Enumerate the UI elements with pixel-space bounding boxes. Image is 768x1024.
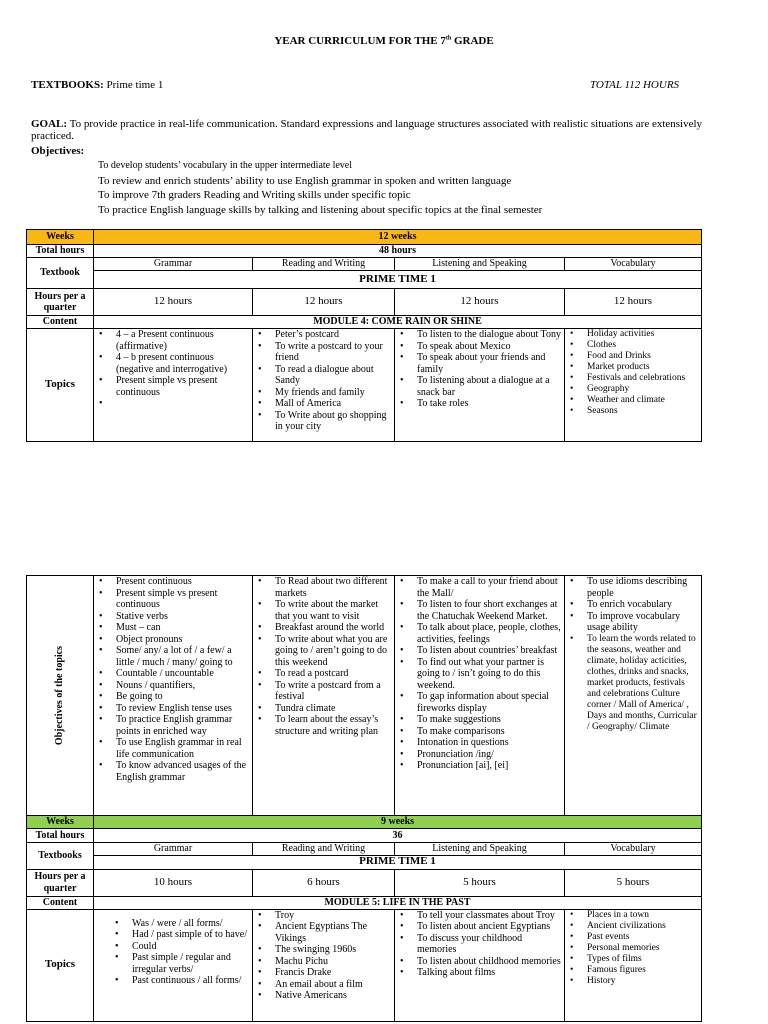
total-hours-value: 36 — [94, 829, 702, 843]
hours-reading: 6 hours — [253, 869, 395, 896]
list-item: • To make a call to your friend about the Mall/ — [417, 576, 562, 599]
curriculum-table-module5 — [26, 575, 702, 1022]
list-item: • To gap information about special fireworks display — [417, 691, 562, 714]
list-item: • To listen to four short exchanges at the Chatuchak Weekend Market. — [417, 599, 562, 622]
topics-label: Topics — [27, 329, 94, 442]
list-item: • Be going to — [116, 691, 250, 703]
list-item: • Past simple / regular and irregular verbs/ — [132, 952, 250, 975]
total-hours-label: Total hours — [27, 829, 94, 843]
objectives-label: Objectives: — [31, 145, 85, 157]
topics-label: Topics — [27, 909, 94, 1021]
list-item: • To speak about your friends and family — [417, 352, 562, 375]
weeks-value: 9 weeks — [94, 816, 702, 829]
weeks-label: Weeks — [27, 816, 94, 829]
list-item: • Countable / uncountable — [116, 668, 250, 680]
list-item: • Types of films — [587, 954, 699, 965]
weeks-value: 12 weeks — [94, 230, 702, 245]
total-hours: TOTAL 112 HOURS — [590, 79, 680, 91]
list-item: • Tundra climate — [275, 703, 392, 715]
column-vocabulary: Vocabulary — [565, 258, 702, 271]
column-reading: Reading and Writing — [253, 843, 395, 856]
list-item: • To Write about go shopping in your city — [275, 410, 392, 433]
list-item: • To improve vocabulary usage ability — [587, 611, 699, 634]
list-item: • To write about what you are going to / aren’t going to do this weekend — [275, 634, 392, 669]
column-vocabulary: Vocabulary — [565, 843, 702, 856]
vocabulary-objectives — [565, 576, 702, 816]
list-item: • Seasons — [587, 406, 699, 417]
list-item: • To find out what your partner is going to / isn’t going to do this weekend. — [417, 657, 562, 692]
list-item: • To listen about countries’ breakfast — [417, 645, 562, 657]
column-grammar: Grammar — [94, 843, 253, 856]
list-item: • Stative verbs — [116, 611, 250, 623]
list-item: • Was / were / all forms/ — [132, 918, 250, 930]
objectives-of-topics-label: Objectives of the topics — [27, 576, 94, 816]
list-item: • To listening about a dialogue at a snack bar — [417, 375, 562, 398]
list-item: • To write a postcard to your friend — [275, 341, 392, 364]
list-item: • To review English tense uses — [116, 703, 250, 715]
list-item: • To write about the market that you want to visit — [275, 599, 392, 622]
module-title: MODULE 4: COME RAIN OR SHINE — [94, 316, 702, 329]
reading-topics — [253, 329, 395, 442]
hours-grammar: 12 hours — [94, 289, 253, 316]
hours-listening: 5 hours — [395, 869, 565, 896]
listening-topics — [395, 909, 565, 1021]
list-item: • Present simple vs present continuous — [116, 375, 250, 398]
list-item: • To learn about the essay’s structure and writing plan — [275, 714, 392, 737]
list-item: • To know advanced usages of the English grammar — [116, 760, 250, 783]
list-item: • Some/ any/ a lot of / a few/ a little / much / many/ going to — [116, 645, 250, 668]
list-item: • Weather and climate — [587, 395, 699, 406]
content-label: Content — [27, 316, 94, 329]
list-item: • Francis Drake — [275, 967, 392, 979]
list-item: • To read a postcard — [275, 668, 392, 680]
list-item: • To talk about place, people, clothes, activities, feelings — [417, 622, 562, 645]
total-hours-value: 48 hours — [94, 245, 702, 258]
hours-label: Hours per a quarter — [27, 869, 94, 896]
list-item: • Market products — [587, 362, 699, 373]
list-item: • Native Americans — [275, 990, 392, 1002]
list-item: • Pronunciation /ing/ — [417, 749, 562, 761]
list-item: • Machu Pichu — [275, 956, 392, 968]
curriculum-table-module4 — [26, 229, 702, 442]
list-item: • Ancient Egyptians The Vikings — [275, 921, 392, 944]
hours-vocabulary: 12 hours — [565, 289, 702, 316]
module-title: MODULE 5: LIFE IN THE PAST — [94, 896, 702, 909]
hours-vocabulary: 5 hours — [565, 869, 702, 896]
list-item: • To tell your classmates about Troy — [417, 910, 562, 922]
list-item: • To practice English grammar points in enriched way — [116, 714, 250, 737]
goal-text: GOAL: To provide practice in real-life communication. Standard expressions and language structures associated with realistic situations are extensively practiced. — [31, 118, 703, 142]
list-item: • Famous figures — [587, 965, 699, 976]
list-item: • Intonation in questions — [417, 737, 562, 749]
list-item: • 4 – a Present continuous (affirmative) — [116, 329, 250, 352]
objective-item: To practice English language skills by talking and listening about specific topics at the final semester — [98, 203, 543, 216]
column-reading: Reading and Writing — [253, 258, 395, 271]
objective-item: To develop students’ vocabulary in the upper intermediate level — [98, 160, 353, 171]
list-item: • To read a dialogue about Sandy — [275, 364, 392, 387]
list-item: • To make comparisons — [417, 726, 562, 738]
list-item: • An email about a film — [275, 979, 392, 991]
vocabulary-topics — [565, 909, 702, 1021]
list-item: • To write a postcard from a festival — [275, 680, 392, 703]
list-item: • Breakfast around the world — [275, 622, 392, 634]
list-item: • Geography — [587, 384, 699, 395]
hours-grammar: 10 hours — [94, 869, 253, 896]
column-listening: Listening and Speaking — [395, 258, 565, 271]
list-item: • To use idioms describing people — [587, 576, 699, 599]
list-item: • Pronunciation [ai], [ei] — [417, 760, 562, 772]
objectives-list — [98, 159, 542, 217]
textbook-label: Textbook — [27, 258, 94, 289]
list-item: • Holiday activities — [587, 329, 699, 340]
list-item: • Present continuous — [116, 576, 250, 588]
hours-reading: 12 hours — [253, 289, 395, 316]
column-grammar: Grammar — [94, 258, 253, 271]
list-item: • Present simple vs present continuous — [116, 588, 250, 611]
list-item: • To take roles — [417, 398, 562, 410]
content-label: Content — [27, 896, 94, 909]
hours-label: Hours per a quarter — [27, 289, 94, 316]
vocabulary-topics — [565, 329, 702, 442]
page-title: YEAR CURRICULUM FOR THE 7th GRADE — [274, 35, 494, 47]
list-item: • Had / past simple of to have/ — [132, 929, 250, 941]
list-item: • To speak about Mexico — [417, 341, 562, 353]
list-item: • Places in a town — [587, 910, 699, 921]
list-item: • Object pronouns — [116, 634, 250, 646]
list-item: • Peter’s postcard — [275, 329, 392, 341]
total-hours-label: Total hours — [27, 245, 94, 258]
list-item: • To use English grammar in real life communication — [116, 737, 250, 760]
list-item: • Must – can — [116, 622, 250, 634]
list-item: • To discuss your childhood memories — [417, 933, 562, 956]
objective-item: To improve 7th graders Reading and Writing skills under specific topic — [98, 189, 411, 201]
list-item: • To listen about childhood memories — [417, 956, 562, 968]
textbook-name: PRIME TIME 1 — [94, 271, 702, 289]
list-item: • Ancient civilizations — [587, 921, 699, 932]
weeks-label: Weeks — [27, 230, 94, 245]
list-item: • 4 – b present continuous (negative and interrogative) — [116, 352, 250, 375]
list-item: • Talking about films — [417, 967, 562, 979]
list-item: • Could — [132, 941, 250, 953]
list-item: • To listen to the dialogue about Tony — [417, 329, 562, 341]
listening-objectives — [395, 576, 565, 816]
list-item: • Festivals and celebrations — [587, 373, 699, 384]
list-item: • Clothes — [587, 340, 699, 351]
list-item: • My friends and family — [275, 387, 392, 399]
list-item: • History — [587, 976, 699, 987]
grammar-topics — [94, 329, 253, 442]
column-listening: Listening and Speaking — [395, 843, 565, 856]
list-item: • Past continuous / all forms/ — [132, 975, 250, 987]
textbook-name: PRIME TIME 1 — [94, 855, 702, 869]
list-item: • Food and Drinks — [587, 351, 699, 362]
list-item: • To learn the words related to the seasons, weather and climate, holiday acticities, clothes, drinks and snacks, market products, festivals and celebrations Culture corner / Mall of America/ , Days and months, Curricular / Geography/ Climate — [587, 634, 699, 733]
grammar-objectives — [94, 576, 253, 816]
list-item: • The swinging 1960s — [275, 944, 392, 956]
list-item: • Past events — [587, 932, 699, 943]
textbooks-label: Textbooks — [27, 843, 94, 870]
reading-objectives — [253, 576, 395, 816]
objective-item: To review and enrich students’ ability to use English grammar in spoken and written language — [98, 174, 512, 187]
listening-topics — [395, 329, 565, 442]
list-item: • To Read about two different markets — [275, 576, 392, 599]
list-item: • Troy — [275, 910, 392, 922]
hours-listening: 12 hours — [395, 289, 565, 316]
reading-topics — [253, 909, 395, 1021]
list-item: • To enrich vocabulary — [587, 599, 699, 611]
list-item: • Personal memories — [587, 943, 699, 954]
list-item: • To listen about ancient Egyptians — [417, 921, 562, 933]
list-item: • Nouns / quantifiers, — [116, 680, 250, 692]
grammar-topics — [94, 909, 253, 1021]
list-item: • Mall of America — [275, 398, 392, 410]
textbooks-line: TEXTBOOKS: Prime time 1 — [31, 79, 164, 91]
list-item: • To make suggestions — [417, 714, 562, 726]
